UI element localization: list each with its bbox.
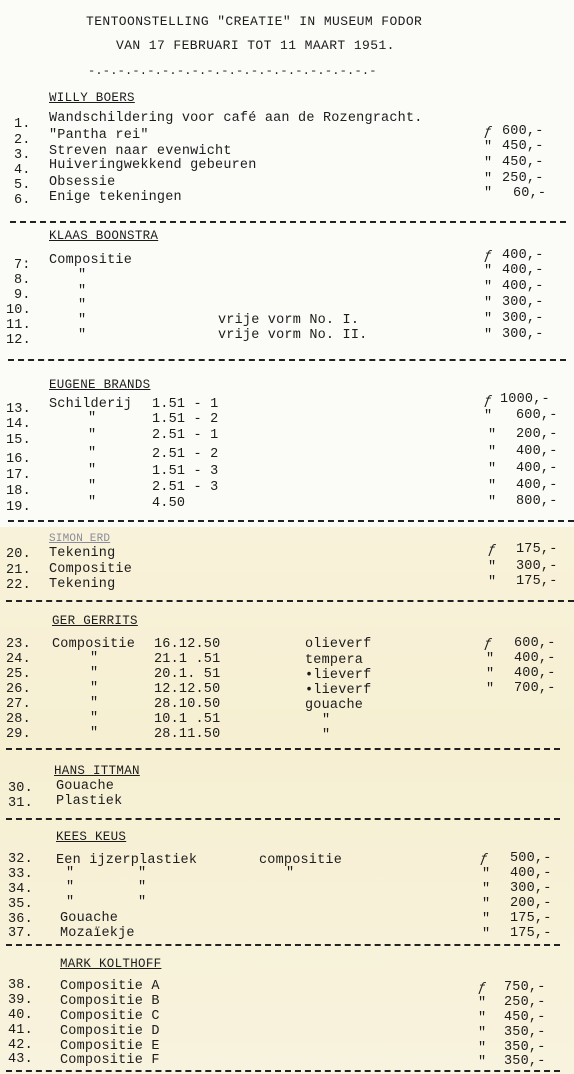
item-title: Wandschildering voor café aan de Rozengracht.	[49, 111, 423, 126]
item-price: 450,-	[504, 1010, 546, 1025]
item-number: 15.	[6, 433, 31, 448]
item-number: 30.	[8, 781, 33, 796]
price-prefix: "	[482, 927, 491, 942]
item-number: 11.	[6, 318, 31, 333]
item-price: 300,-	[502, 311, 544, 326]
item-price: 800,-	[516, 494, 558, 509]
ditto-mark: "	[322, 713, 331, 728]
item-price: 350,-	[504, 1054, 546, 1069]
price-prefix: "	[488, 462, 497, 477]
title-ornament: -.-.-.-.-.-.-.-.-.-.-.-.-.-.-.-.-.-.-.-	[88, 64, 377, 78]
price-prefix: "	[484, 409, 493, 424]
ditto-mark: "	[90, 726, 99, 741]
price-prefix: "	[484, 280, 493, 295]
item-price: 200,-	[510, 896, 552, 911]
section-divider	[8, 359, 566, 361]
item-subtitle: vrije vorm No. I.	[218, 313, 360, 328]
item-number: 20.	[6, 547, 31, 562]
section-divider	[6, 944, 560, 946]
ditto-mark: "	[90, 666, 99, 681]
price-prefix: "	[484, 140, 493, 155]
item-title: Compositie A	[60, 979, 160, 994]
price-prefix: "	[484, 312, 493, 327]
ditto-mark: "	[138, 880, 147, 895]
item-price: 600,-	[514, 636, 556, 651]
item-price: 400,-	[516, 444, 558, 459]
item-price: 300,-	[516, 559, 558, 574]
price-prefix: "	[484, 296, 493, 311]
price-prefix: "	[488, 445, 497, 460]
item-number: 24.	[6, 652, 31, 667]
price-prefix: "	[478, 996, 487, 1011]
item-number: 10.	[6, 303, 31, 318]
item-subtitle: vrije vorm No. II.	[218, 328, 368, 343]
item-price: 400,-	[516, 478, 558, 493]
price-prefix: ƒ	[484, 249, 493, 264]
item-medium: •lieverf	[305, 683, 372, 698]
item-number: 4.	[14, 163, 31, 178]
item-title: Tekening	[49, 546, 116, 561]
artist-heading: MARK KOLTHOFF	[60, 957, 162, 971]
item-price: 175,-	[516, 542, 558, 557]
ditto-mark: "	[90, 651, 99, 666]
item-price: 400,-	[502, 279, 544, 294]
item-number: 22.	[6, 578, 31, 593]
item-number: 13.	[6, 402, 31, 417]
item-number: 42.	[8, 1038, 33, 1053]
item-number: 36.	[8, 912, 33, 927]
item-number: 26.	[6, 682, 31, 697]
item-price: 1000,-	[500, 392, 550, 407]
artist-heading: GER GERRITS	[52, 614, 138, 628]
ditto-mark: "	[88, 479, 97, 494]
price-prefix: "	[482, 912, 491, 927]
item-code: 1.51 - 3	[152, 464, 219, 479]
item-number: 27.	[6, 697, 31, 712]
item-number: 28.	[6, 712, 31, 727]
ditto-mark: "	[66, 895, 75, 910]
price-prefix: ƒ	[484, 394, 493, 409]
item-date: 20.1. 51	[154, 667, 221, 682]
price-prefix: "	[484, 186, 493, 201]
item-title: Gouache	[56, 779, 115, 794]
price-prefix: ƒ	[478, 981, 487, 996]
price-prefix: "	[486, 667, 495, 682]
item-price: 300,-	[502, 327, 544, 342]
item-medium: •lieverf	[305, 668, 372, 683]
ditto-mark: "	[138, 866, 147, 881]
item-price: 300,-	[502, 295, 544, 310]
item-price: 250,-	[502, 171, 544, 186]
item-number: 2.	[14, 133, 31, 148]
item-price: 400,-	[502, 248, 544, 263]
item-price: 500,-	[510, 851, 552, 866]
price-prefix: "	[488, 479, 497, 494]
price-prefix: "	[484, 264, 493, 279]
item-code: 4.50	[152, 496, 186, 511]
ditto-mark: "	[138, 895, 147, 910]
price-prefix: ƒ	[484, 637, 493, 652]
item-medium: gouache	[305, 698, 364, 713]
item-date: 12.12.50	[154, 682, 221, 697]
ditto-mark: "	[66, 880, 75, 895]
item-number: 34.	[8, 882, 33, 897]
document-title: TENTOONSTELLING "CREATIE" IN MUSEUM FODOR	[86, 14, 423, 29]
item-number: 19.	[6, 500, 31, 515]
ditto-mark: "	[78, 298, 87, 313]
ditto-mark: "	[78, 313, 87, 328]
item-medium: olieverf	[305, 637, 372, 652]
price-prefix: "	[482, 897, 491, 912]
item-number: 18.	[6, 484, 31, 499]
ditto-mark: "	[78, 268, 87, 283]
artist-heading: EUGENE BRANDS	[49, 378, 151, 392]
price-prefix: "	[484, 156, 493, 171]
price-prefix: ƒ	[480, 852, 489, 867]
item-number: 41.	[8, 1023, 33, 1038]
item-code: 2.51 - 3	[152, 480, 219, 495]
item-subtitle: compositie	[259, 853, 343, 868]
ditto-mark: "	[78, 328, 87, 343]
ditto-mark: "	[90, 696, 99, 711]
artist-heading: WILLY BOERS	[49, 91, 135, 105]
item-medium: tempera	[305, 653, 364, 668]
ditto-mark: "	[90, 681, 99, 696]
item-number: 5.	[14, 178, 31, 193]
price-prefix: "	[478, 1055, 487, 1070]
ditto-mark: "	[88, 495, 97, 510]
item-price: 400,-	[510, 866, 552, 881]
item-price: 350,-	[504, 1040, 546, 1055]
item-code: 1.51 - 1	[152, 397, 219, 412]
ditto-mark: "	[88, 411, 97, 426]
section-divider	[6, 600, 574, 602]
item-number: 14.	[6, 417, 31, 432]
item-title: Streven naar evenwicht	[49, 144, 232, 159]
item-number: 21.	[6, 563, 31, 578]
item-number: 16.	[6, 452, 31, 467]
item-title: Een ijzerplastiek	[56, 853, 198, 868]
item-date: 16.12.50	[154, 637, 221, 652]
item-number: 8.	[14, 273, 31, 288]
item-title: Enige tekeningen	[49, 190, 182, 205]
section-divider	[6, 818, 560, 820]
item-price: 450,-	[502, 139, 544, 154]
price-prefix: ƒ	[488, 543, 497, 558]
item-price: 400,-	[514, 666, 556, 681]
item-price: 700,-	[514, 681, 556, 696]
price-prefix: "	[482, 867, 491, 882]
item-price: 400,-	[516, 461, 558, 476]
item-title: Compositie	[49, 253, 133, 268]
ditto-mark: "	[286, 866, 295, 881]
item-title: Obsessie	[49, 175, 116, 190]
ditto-mark: "	[88, 428, 97, 443]
price-prefix: "	[486, 652, 495, 667]
artist-heading: KEES KEUS	[56, 830, 127, 844]
item-title: Compositie D	[60, 1024, 160, 1039]
item-number: 9.	[14, 288, 31, 303]
item-price: 450,-	[502, 155, 544, 170]
item-price: 400,-	[514, 651, 556, 666]
item-number: 6.	[14, 193, 31, 208]
item-number: 1.	[14, 117, 31, 132]
item-date: 10.1 .51	[154, 712, 221, 727]
artist-heading: HANS ITTMAN	[54, 764, 140, 778]
item-number: 25.	[6, 667, 31, 682]
item-number: 32.	[8, 852, 33, 867]
item-price: 400,-	[502, 263, 544, 278]
item-number: 17.	[6, 468, 31, 483]
section-divider	[6, 748, 560, 750]
item-title: Schilderij	[49, 397, 133, 412]
price-prefix: "	[488, 495, 497, 510]
price-prefix: "	[478, 1026, 487, 1041]
item-title: Compositie B	[60, 994, 160, 1009]
item-number: 40.	[8, 1008, 33, 1023]
ditto-mark: "	[88, 463, 97, 478]
item-title: Gouache	[60, 911, 119, 926]
item-price: 600,-	[502, 124, 544, 139]
price-prefix: "	[488, 560, 497, 575]
item-price: 250,-	[504, 995, 546, 1010]
price-prefix: "	[488, 428, 497, 443]
item-title: Tekening	[49, 577, 116, 592]
item-code: 1.51 - 2	[152, 412, 219, 427]
item-date: 28.11.50	[154, 727, 221, 742]
item-title: Huiveringwekkend gebeuren	[49, 158, 257, 173]
item-price: 175,-	[510, 911, 552, 926]
section-divider	[10, 221, 566, 223]
item-price: 60,-	[513, 186, 547, 201]
item-price: 350,-	[504, 1025, 546, 1040]
item-number: 33.	[8, 867, 33, 882]
item-code: 2.51 - 2	[152, 447, 219, 462]
item-number: 38.	[8, 978, 33, 993]
document-dates: VAN 17 FEBRUARI TOT 11 MAART 1951.	[116, 38, 395, 53]
price-prefix: "	[478, 1041, 487, 1056]
ditto-mark: "	[90, 711, 99, 726]
price-prefix: "	[478, 1011, 487, 1026]
price-prefix: "	[486, 682, 495, 697]
item-price: 750,-	[504, 980, 546, 995]
item-price: 175,-	[510, 926, 552, 941]
item-number: 3.	[14, 148, 31, 163]
item-number: 31.	[8, 796, 33, 811]
item-number: 29.	[6, 727, 31, 742]
price-prefix: "	[484, 172, 493, 187]
ditto-mark: "	[322, 728, 331, 743]
item-price: 600,-	[516, 408, 558, 423]
item-number: 23.	[6, 637, 31, 652]
item-number: 12.	[6, 333, 31, 348]
item-price: 200,-	[516, 427, 558, 442]
item-title: Compositie F	[60, 1053, 160, 1068]
section-divider	[6, 1070, 560, 1072]
item-code: 2.51 - 1	[152, 428, 219, 443]
item-title: Mozaïekje	[60, 926, 135, 941]
item-number: 39.	[8, 993, 33, 1008]
artist-heading: SIMON ERD	[49, 533, 111, 545]
item-title: Plastiek	[56, 794, 123, 809]
ditto-mark: "	[78, 284, 87, 299]
section-divider	[8, 520, 574, 522]
item-title: Compositie	[49, 562, 133, 577]
item-title: Compositie C	[60, 1009, 160, 1024]
item-date: 28.10.50	[154, 697, 221, 712]
price-prefix: "	[488, 575, 497, 590]
price-prefix: ƒ	[484, 125, 493, 140]
ditto-mark: "	[66, 866, 75, 881]
item-date: 21.1 .51	[154, 652, 221, 667]
price-prefix: "	[484, 328, 493, 343]
ditto-mark: "	[88, 446, 97, 461]
item-title: Compositie	[52, 637, 136, 652]
item-number: 7:	[14, 258, 31, 273]
item-title: "Pantha rei"	[49, 128, 149, 143]
item-price: 175,-	[516, 574, 558, 589]
item-title: Compositie E	[60, 1039, 160, 1054]
item-price: 300,-	[510, 881, 552, 896]
item-number: 37.	[8, 926, 33, 941]
artist-heading: KLAAS BOONSTRA	[49, 229, 159, 243]
item-number: 43.	[8, 1052, 33, 1067]
price-prefix: "	[482, 882, 491, 897]
item-number: 35.	[8, 897, 33, 912]
